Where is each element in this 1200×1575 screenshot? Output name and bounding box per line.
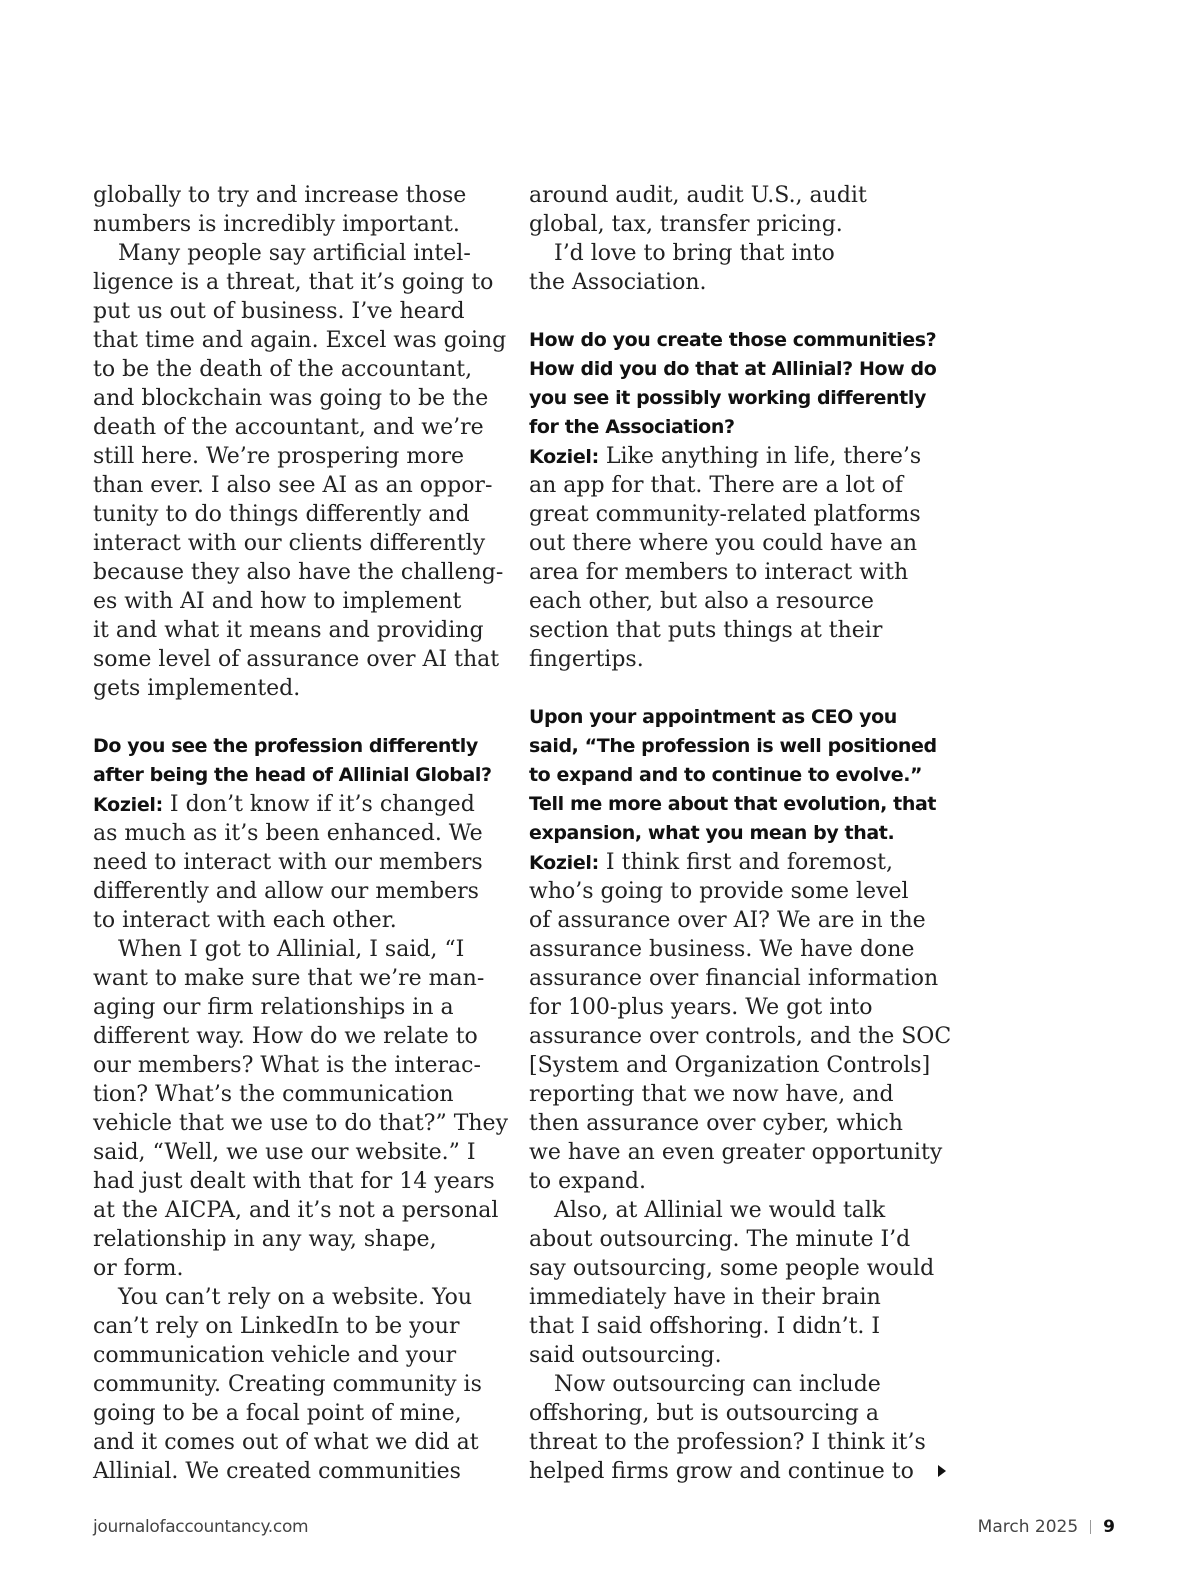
- footer-website: journalofaccountancy.com: [93, 1517, 309, 1537]
- interview-answer: [529, 848, 952, 1196]
- text-line: communication vehicle and your: [93, 1343, 457, 1368]
- text-line: or form.: [93, 1256, 184, 1281]
- text-line: When I got to Allinial, I said, “I: [118, 937, 465, 962]
- paragraph: [529, 1370, 949, 1486]
- text-line: of assurance over AI? We are in the: [529, 908, 926, 933]
- text-line: say outsourcing, some people would: [529, 1256, 935, 1281]
- question-line: expansion, what you mean by that.: [529, 822, 895, 844]
- paragraph-gap: [93, 703, 513, 732]
- interview-question: [529, 326, 949, 442]
- speaker-label: Koziel:: [529, 852, 599, 874]
- text-line: section that puts things at their: [529, 618, 883, 643]
- answer-start: Like anything in life, there’s: [598, 444, 922, 469]
- paragraph-gap: [529, 297, 949, 326]
- text-line: threat to the profession? I think it’s: [529, 1430, 926, 1455]
- question-line: you see it possibly working differently: [529, 387, 926, 409]
- paragraph: [529, 181, 949, 239]
- interview-question: [93, 732, 513, 790]
- question-line: to expand and to continue to evolve.”: [529, 764, 923, 786]
- speaker-label: Koziel:: [93, 794, 163, 816]
- answer-start: I don’t know if it’s changed: [162, 792, 475, 817]
- text-line: tion? What’s the communication: [93, 1082, 454, 1107]
- text-line: can’t rely on LinkedIn to be your: [93, 1314, 460, 1339]
- question-line: How do you create those communities?: [529, 329, 937, 351]
- text-line: global, tax, transfer pricing.: [529, 212, 843, 237]
- text-line: the Association.: [529, 270, 707, 295]
- paragraph: [529, 239, 949, 297]
- text-line: to expand.: [529, 1169, 646, 1194]
- text-line: that time and again. Excel was going: [93, 328, 507, 353]
- triangle-right-icon: [938, 1465, 946, 1477]
- text-line: we have an even greater opportunity: [529, 1140, 943, 1165]
- text-line: need to interact with our members: [93, 850, 483, 875]
- paragraph-gap: [529, 674, 949, 703]
- text-line: to be the death of the accountant,: [93, 357, 473, 382]
- text-line: each other, but also a resource: [529, 589, 874, 614]
- text-line: vehicle that we use to do that?” They: [93, 1111, 508, 1136]
- text-line: around audit, audit U.S., audit: [529, 183, 867, 208]
- interview-question: [529, 703, 949, 848]
- text-line: had just dealt with that for 14 years: [93, 1169, 495, 1194]
- text-line: es with AI and how to implement: [93, 589, 462, 614]
- text-line: aging our firm relationships in a: [93, 995, 454, 1020]
- text-line: tunity to do things differently and: [93, 502, 470, 527]
- speaker-label: Koziel:: [529, 446, 599, 468]
- footer-folio: [978, 1517, 1115, 1537]
- text-line: and blockchain was going to be the: [93, 386, 489, 411]
- footer-date: March 2025: [977, 1517, 1079, 1537]
- text-line: Also, at Allinial we would talk: [554, 1198, 886, 1223]
- text-line: reporting that we now have, and: [529, 1082, 894, 1107]
- text-line: community. Creating community is: [93, 1372, 482, 1397]
- text-line: as much as it’s been enhanced. We: [93, 821, 483, 846]
- text-line: [System and Organization Controls]: [529, 1053, 931, 1078]
- text-line: an app for that. There are a lot of: [529, 473, 904, 498]
- text-line: Now outsourcing can include: [554, 1372, 881, 1397]
- text-line: I’d love to bring that into: [554, 241, 835, 266]
- text-line: said, “Well, we use our website.” I: [93, 1140, 476, 1165]
- text-line: You can’t rely on a website. You: [118, 1285, 473, 1310]
- text-line: and it comes out of what we did at: [93, 1430, 479, 1455]
- text-line: at the AICPA, and it’s not a personal: [93, 1198, 499, 1223]
- text-line: who’s going to provide some level: [529, 879, 909, 904]
- text-line: said outsourcing.: [529, 1343, 722, 1368]
- paragraph: [93, 1283, 513, 1486]
- text-line: helped firms grow and continue to: [529, 1459, 914, 1484]
- text-line: [93, 790, 513, 819]
- text-line: immediately have in their brain: [529, 1285, 881, 1310]
- text-line: than ever. I also see AI as an oppor-: [93, 473, 493, 498]
- answer-start: I think first and foremost,: [598, 850, 893, 875]
- text-line: death of the accountant, and we’re: [93, 415, 484, 440]
- text-line: some level of assurance over AI that: [93, 647, 500, 672]
- text-line: assurance business. We have done: [529, 937, 915, 962]
- text-line: because they also have the challeng-: [93, 560, 504, 585]
- text-line: [529, 442, 949, 471]
- paragraph: [93, 239, 513, 703]
- question-line: after being the head of Allinial Global?: [93, 764, 492, 786]
- text-line: assurance over controls, and the SOC: [529, 1024, 952, 1049]
- text-line: then assurance over cyber, which: [529, 1111, 903, 1136]
- question-line: for the Association?: [529, 416, 735, 438]
- interview-answer: [93, 790, 513, 935]
- paragraph: [93, 935, 513, 1283]
- text-line: numbers is incredibly important.: [93, 212, 460, 237]
- text-line: that I said offshoring. I didn’t. I: [529, 1314, 881, 1339]
- text-line: Allinial. We created communities: [93, 1459, 461, 1484]
- text-line: our members? What is the interac-: [93, 1053, 481, 1078]
- text-line: assurance over financial information: [529, 966, 939, 991]
- text-line: differently and allow our members: [93, 879, 479, 904]
- question-line: Tell me more about that evolution, that: [529, 793, 937, 815]
- question-line: How did you do that at Allinial? How do: [529, 358, 937, 380]
- text-line: ligence is a threat, that it’s going to: [93, 270, 494, 295]
- paragraph: [93, 181, 513, 239]
- article-column-left: [93, 181, 513, 1486]
- text-line: fingertips.: [529, 647, 644, 672]
- text-line: great community-related platforms: [529, 502, 921, 527]
- text-line: globally to try and increase those: [93, 183, 467, 208]
- text-line: different way. How do we relate to: [93, 1024, 478, 1049]
- text-line: out there where you could have an: [529, 531, 918, 556]
- text-line: interact with our clients differently: [93, 531, 486, 556]
- page-number: 9: [1103, 1517, 1115, 1537]
- article-column-right: [529, 181, 952, 1486]
- paragraph: [529, 1196, 949, 1370]
- footer-divider: [1090, 1520, 1091, 1534]
- text-line: about outsourcing. The minute I’d: [529, 1227, 911, 1252]
- text-line: Many people say artificial intel-: [118, 241, 471, 266]
- text-line: offshoring, but is outsourcing a: [529, 1401, 879, 1426]
- text-line: gets implemented.: [93, 676, 301, 701]
- question-line: Upon your appointment as CEO you: [529, 706, 897, 728]
- text-line: put us out of business. I’ve heard: [93, 299, 465, 324]
- question-line: Do you see the profession differently: [93, 735, 478, 757]
- text-line: want to make sure that we’re man-: [93, 966, 485, 991]
- text-line: [529, 848, 949, 877]
- text-line: relationship in any way, shape,: [93, 1227, 437, 1252]
- text-line: it and what it means and providing: [93, 618, 484, 643]
- text-line: going to be a focal point of mine,: [93, 1401, 462, 1426]
- interview-answer: [529, 442, 949, 674]
- text-line: for 100-plus years. We got into: [529, 995, 873, 1020]
- question-line: said, “The profession is well positioned: [529, 735, 937, 757]
- text-line: area for members to interact with: [529, 560, 909, 585]
- text-line: to interact with each other.: [93, 908, 397, 933]
- text-line: still here. We’re prospering more: [93, 444, 464, 469]
